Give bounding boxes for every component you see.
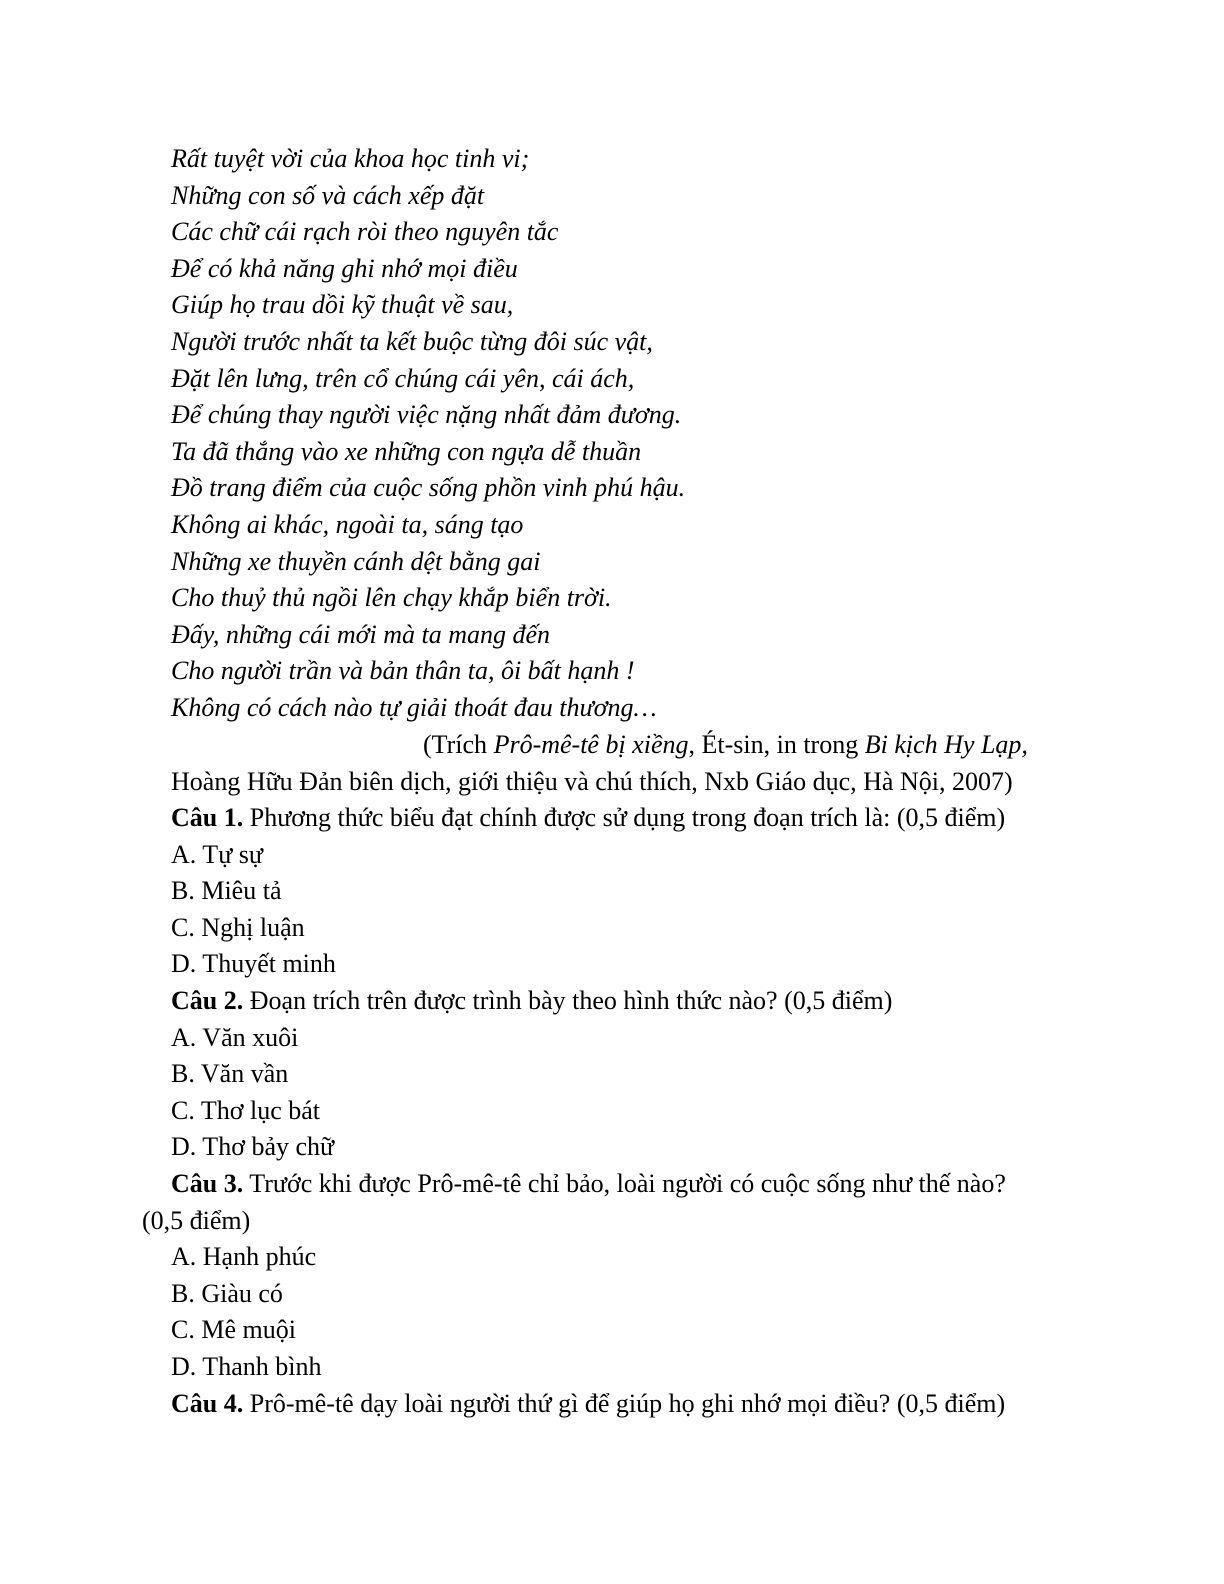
- poem-line: Không có cách nào tự giải thoát đau thương…: [171, 692, 657, 722]
- question-text: Đoạn trích trên được trình bày theo hình thức nào? (0,5 điểm): [243, 985, 893, 1015]
- question-label: Câu 1.: [171, 803, 244, 832]
- citation-work-title: Prô-mê-tê bị xiềng: [493, 730, 689, 759]
- answer-option: D. Thanh bình: [171, 1351, 322, 1381]
- answer-option: B. Văn vần: [171, 1059, 289, 1089]
- poem-line: Cho người trần và bản thân ta, ôi bất hạnh !: [171, 656, 635, 686]
- poem-line: Đấy, những cái mới mà ta mang đến: [171, 619, 551, 649]
- question-text-continuation: (0,5 điểm): [142, 1205, 251, 1235]
- citation-line-1: [423, 727, 1028, 764]
- poem-line: Để có khả năng ghi nhớ mọi điều: [171, 253, 518, 283]
- answer-option: A. Hạnh phúc: [171, 1242, 317, 1272]
- poem-line: Ta đã thắng vào xe những con ngựa dễ thuần: [171, 436, 642, 466]
- poem-line: Cho thuỷ thủ ngồi lên chạy khắp biển trời.: [171, 583, 612, 613]
- poem-line: Người trước nhất ta kết buộc từng đôi súc vật,: [171, 326, 653, 356]
- citation-open: (Trích: [423, 730, 494, 759]
- poem-line: Những con số và cách xếp đặt: [171, 180, 485, 210]
- question-3: [171, 1166, 1071, 1203]
- poem-line: Giúp họ trau dồi kỹ thuật về sau,: [171, 290, 514, 320]
- poem-excerpt: [171, 141, 685, 727]
- question-text: Prô-mê-tê dạy loài người thứ gì để giúp họ ghi nhớ mọi điều? (0,5 điểm): [243, 1388, 1006, 1418]
- poem-line: Các chữ cái rạch ròi theo nguyên tắc: [171, 217, 559, 247]
- question-1: [171, 800, 1071, 837]
- questions-section: [142, 800, 1071, 1422]
- poem-line: Những xe thuyền cánh dệt bằng gai: [171, 546, 541, 576]
- question-text: Phương thức biểu đạt chính được sử dụng trong đoạn trích là: (0,5 điểm): [243, 803, 1006, 832]
- answer-option: C. Mê muội: [171, 1315, 296, 1345]
- answer-option: C. Nghị luận: [171, 912, 305, 942]
- question-label: Câu 4.: [171, 1388, 244, 1418]
- answer-option: C. Thơ lục bát: [171, 1095, 321, 1125]
- answer-option: D. Thơ bảy chữ: [171, 1132, 335, 1162]
- poem-line: Rất tuyệt vời của khoa học tinh vi;: [171, 144, 530, 173]
- citation-collection: Bi kịch Hy Lạp,: [864, 730, 1028, 759]
- answer-option: B. Miêu tả: [171, 876, 282, 906]
- answer-option: B. Giàu có: [171, 1278, 283, 1308]
- question-2: [171, 983, 1071, 1020]
- citation-mid: , Ét-sin, in trong: [688, 730, 865, 759]
- question-4: [171, 1386, 1071, 1423]
- question-label: Câu 2.: [171, 985, 244, 1015]
- answer-option: A. Tự sự: [171, 839, 263, 869]
- answer-option: D. Thuyết minh: [171, 949, 336, 979]
- answer-option: A. Văn xuôi: [171, 1022, 299, 1052]
- question-label: Câu 3.: [171, 1168, 244, 1198]
- question-text: Trước khi được Prô-mê-tê chỉ bảo, loài người có cuộc sống như thế nào?: [243, 1168, 1006, 1198]
- poem-line: Đặt lên lưng, trên cổ chúng cái yên, cái ách,: [171, 363, 635, 393]
- poem-line: Đồ trang điểm của cuộc sống phồn vinh phú hậu.: [171, 473, 686, 503]
- poem-line: Không ai khác, ngoài ta, sáng tạo: [171, 509, 524, 539]
- citation-line-2: Hoàng Hữu Đản biên dịch, giới thiệu và chú thích, Nxb Giáo dục, Hà Nội, 2007): [171, 767, 1013, 796]
- poem-line: Để chúng thay người việc nặng nhất đảm đương.: [171, 400, 682, 430]
